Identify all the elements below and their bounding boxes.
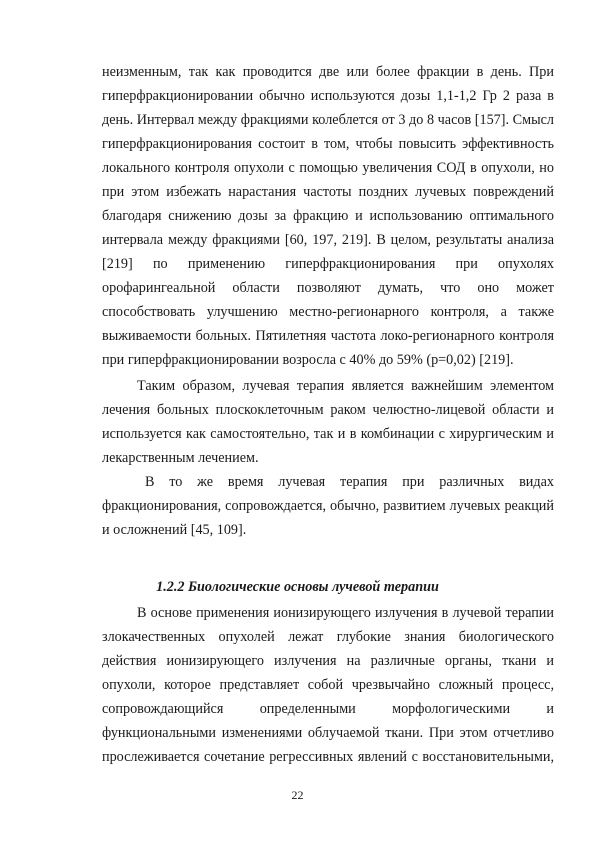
text-line: благодаря снижению дозы за фракцию и использованию оптимального [102,208,554,224]
text-line: гиперфракционировании обычно используются дозы 1,1-1,2 Гр 2 раза в [102,88,554,104]
text-line: неизменным, так как проводится две или более фракции в день. При [102,64,554,80]
text-line: при этом избежать нарастания частоты поздних лучевых повреждений [102,184,554,200]
text-line: орофарингеальной области позволяют думать, что оно может [102,280,554,296]
text-line: действия ионизирующего излучения на различные органы, ткани и [102,653,554,669]
text-line: способствовать улучшению местно-регионарного контроля, а также [102,304,554,320]
text-line: Таким образом, лучевая терапия является важнейшим элементом [137,378,554,394]
text-line: используется как самостоятельно, так и в комбинации с хирургическим и [102,426,554,442]
text-line: день. Интервал между фракциями колеблется от 3 до 8 часов [157]. Смысл [102,112,554,128]
text-line: выживаемости больных. Пятилетняя частота локо-регионарного контроля [102,328,554,344]
text-line: функциональными изменениями облучаемой ткани. При этом отчетливо [102,725,554,741]
text-line: лекарственным лечением. [102,450,259,466]
text-line: прослеживается сочетание регрессивных явлений с восстановительными, [102,749,554,765]
text-line: сопровождающийся определенными морфологическими и [102,701,554,717]
text-line: В основе применения ионизирующего излучения в лучевой терапии [137,605,554,621]
text-line: [219] по применению гиперфракционирования при опухолях [102,256,554,272]
text-line: локального контроля опухоли с помощью увеличения СОД в опухоли, но [102,160,554,176]
text-line: злокачественных опухолей лежат глубокие знания биологического [102,629,554,645]
text-line: интервала между фракциями [60, 197, 219]. В целом, результаты анализа [102,232,554,248]
text-line: лечения больных плоскоклеточным раком челюстно-лицевой области и [102,402,554,418]
page-number: 22 [291,788,304,802]
text-line: при гиперфракционировании возросла с 40% до 59% (p=0,02) [219]. [102,352,514,368]
text-line: фракционирования, сопровождается, обычно, развитием лучевых реакций [102,498,554,514]
text-line: и осложнений [45, 109]. [102,522,247,538]
section-heading: 1.2.2 Биологические основы лучевой терапии [156,579,439,595]
text-line: В то же время лучевая терапия при различных видах [145,474,554,490]
text-line: гиперфракционирования состоит в том, чтобы повысить эффективность [102,136,554,152]
text-line: опухоли, которое представляет собой чрезвычайно сложный процесс, [102,677,554,693]
